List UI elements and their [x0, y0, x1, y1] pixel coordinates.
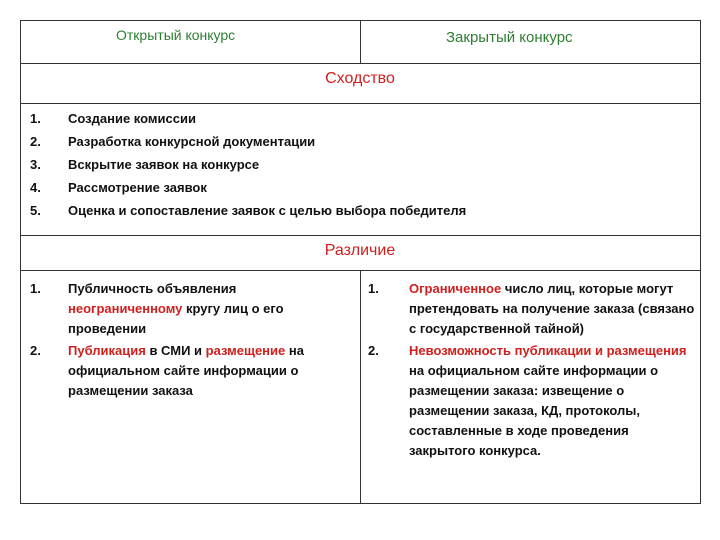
closed-diff-highlight: Ограниченное: [409, 281, 502, 296]
divider-header-columns: [360, 20, 361, 63]
similarity-item: Создание комиссии: [68, 111, 196, 126]
similarity-item: Разработка конкурсной документации: [68, 134, 316, 149]
open-diff-highlight: неограниченному: [68, 301, 183, 316]
closed-diff-text: на официальном сайте информации о размещении заказа: извещение о размещении заказа, КД, протоколы, составленные в ходе проведения закрытого конкурса.: [409, 363, 659, 458]
header-closed-contest: Закрытый конкурс: [446, 29, 573, 46]
similarity-item-number: 1.: [30, 111, 41, 126]
open-diff-text: кругу лиц о его проведении: [68, 301, 284, 336]
closed-diff-text: число лиц, которые могут претендовать на получение заказа (связано с государственной тайной): [409, 281, 695, 336]
similarity-item-number: 4.: [30, 180, 41, 195]
open-diff-text: Публичность объявления: [68, 281, 237, 296]
divider-difference: [20, 235, 700, 236]
open-diff-item: [68, 279, 343, 339]
closed-diff-number: 1.: [368, 281, 379, 296]
closed-diff-item: [409, 279, 697, 339]
difference-title: Различие: [324, 242, 396, 259]
open-diff-highlight: Публикация: [68, 343, 146, 358]
closed-diff-item: [409, 341, 697, 461]
divider-difference-columns: [360, 270, 361, 504]
open-diff-item: [68, 341, 343, 401]
open-diff-text: на официальном сайте информации о размещении заказа: [68, 343, 304, 398]
closed-diff-highlight: Невозможность публикации и размещения: [409, 343, 687, 358]
divider-header: [20, 63, 700, 64]
open-diff-number: 2.: [30, 343, 41, 358]
open-diff-number: 1.: [30, 281, 41, 296]
similarity-item: Вскрытие заявок на конкурсе: [68, 157, 260, 172]
divider-similarity-list: [20, 103, 700, 104]
similarity-item: Рассмотрение заявок: [68, 180, 207, 195]
similarity-item: Оценка и сопоставление заявок с целью выбора победителя: [68, 203, 467, 218]
similarity-item-number: 3.: [30, 157, 41, 172]
similarity-item-number: 2.: [30, 134, 41, 149]
open-diff-text: в СМИ и: [145, 343, 206, 358]
similarity-title: Сходство: [325, 70, 395, 87]
header-open-contest: Открытый конкурс: [116, 27, 236, 43]
similarity-item-number: 5.: [30, 203, 41, 218]
open-diff-highlight: размещение: [205, 343, 286, 358]
closed-diff-number: 2.: [368, 343, 379, 358]
